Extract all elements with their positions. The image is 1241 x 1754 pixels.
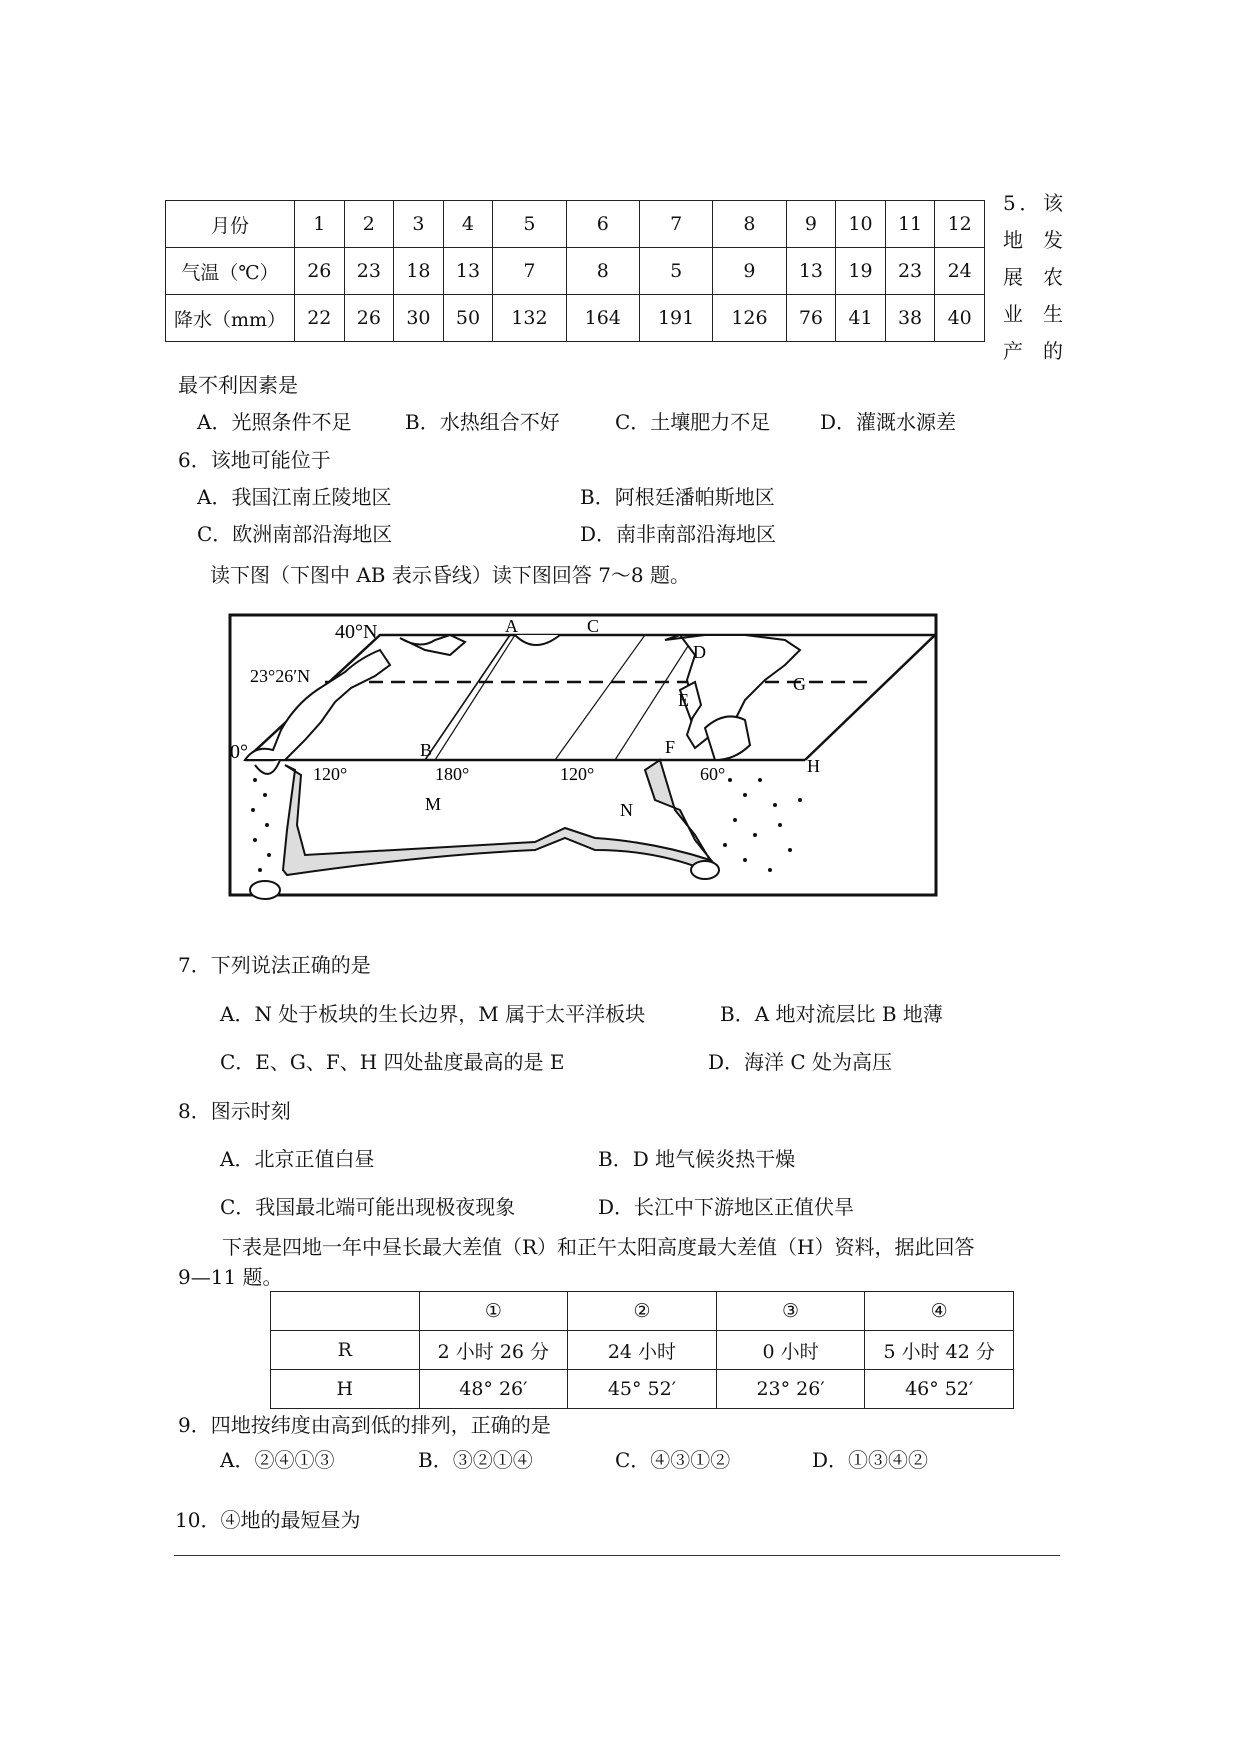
table-cell: 13	[443, 248, 493, 295]
table-cell: 0 小时	[716, 1331, 865, 1370]
table-row	[271, 1292, 1014, 1331]
table-cell: 191	[639, 295, 712, 342]
table-cell: 23	[885, 248, 935, 295]
table-cell: 9	[786, 201, 836, 248]
label-a: A	[505, 616, 518, 636]
table-cell: 月份	[166, 201, 295, 248]
label-n: N	[620, 800, 633, 820]
table-cell: 22	[295, 295, 345, 342]
table-cell: 18	[394, 248, 444, 295]
table-cell: 13	[786, 248, 836, 295]
label-c: C	[587, 616, 600, 636]
label-120-right: 120°	[560, 764, 595, 784]
question-5-option-c: C．土壤肥力不足	[615, 410, 771, 434]
table-cell: 19	[836, 248, 886, 295]
question-7-stem: 7．下列说法正确的是	[178, 953, 371, 977]
table-cell: 6	[566, 201, 639, 248]
table-cell	[271, 1292, 420, 1331]
table-cell: ①	[419, 1292, 568, 1331]
table-cell: 76	[786, 295, 836, 342]
question-5-option-a: A．光照条件不足	[197, 410, 352, 434]
table-cell: 48° 26′	[419, 1370, 568, 1409]
table-cell: 2 小时 26 分	[419, 1331, 568, 1370]
question-9-option-c: C．④③①②	[615, 1448, 731, 1472]
question-10-stem: 10．④地的最短昼为	[175, 1508, 361, 1532]
label-h: H	[807, 756, 820, 776]
label-40n: 40°N	[335, 621, 378, 643]
table-cell: 164	[566, 295, 639, 342]
table-cell: 50	[443, 295, 493, 342]
question-5-option-b: B．水热组合不好	[405, 410, 560, 434]
label-23n: 23°26′N	[250, 666, 311, 686]
label-d: D	[693, 642, 706, 662]
label-m: M	[425, 794, 442, 814]
table-cell: 40	[935, 295, 985, 342]
question-5-stem: 最不利因素是	[178, 373, 298, 397]
table-cell: 8	[566, 248, 639, 295]
table-cell: 7	[493, 248, 566, 295]
table-cell: 气温（℃）	[166, 248, 295, 295]
table-row	[166, 295, 985, 342]
footer-rule	[174, 1555, 1060, 1556]
question-8-stem: 8．图示时刻	[178, 1099, 291, 1123]
table-cell: 5	[493, 201, 566, 248]
question-8-option-c: C．我国最北端可能出现极夜现象	[220, 1195, 516, 1219]
label-f: F	[665, 737, 676, 757]
table-row	[271, 1370, 1014, 1409]
table-cell: 4	[443, 201, 493, 248]
label-120-left: 120°	[313, 764, 348, 784]
question-7-option-a: A．N 处于板块的生长边界，M 属于太平洋板块	[220, 1002, 646, 1026]
question-6-option-d: D．南非南部沿海地区	[580, 522, 777, 546]
table-cell: 132	[493, 295, 566, 342]
table-cell: 26	[344, 295, 394, 342]
table-cell: ④	[865, 1292, 1014, 1331]
table-cell: R	[271, 1331, 420, 1370]
text-line: 地 发	[1003, 228, 1063, 252]
table-row	[166, 201, 985, 248]
label-60: 60°	[700, 764, 726, 784]
table-intro-line2: 9—11 题。	[178, 1265, 283, 1289]
table-cell: 5 小时 42 分	[865, 1331, 1014, 1370]
question-9-option-a: A．②④①③	[220, 1448, 335, 1472]
table-intro-line1: 下表是四地一年中昼长最大差值（R）和正午太阳高度最大差值（H）资料，据此回答	[222, 1235, 975, 1259]
question-8-option-b: B．D 地气候炎热干燥	[598, 1147, 796, 1171]
climate-table	[165, 200, 985, 342]
question-6-option-a: A．我国江南丘陵地区	[197, 485, 392, 509]
question-7-option-d: D．海洋 C 处为高压	[708, 1050, 893, 1074]
table-cell: 1	[295, 201, 345, 248]
table-cell: 3	[394, 201, 444, 248]
table-cell: 7	[639, 201, 712, 248]
table-cell: 30	[394, 295, 444, 342]
question-9-stem: 9．四地按纬度由高到低的排列，正确的是	[178, 1413, 551, 1437]
table-cell: 5	[639, 248, 712, 295]
table-cell: ③	[716, 1292, 865, 1331]
question-5-side-text	[1003, 185, 1063, 370]
table-cell: 23	[344, 248, 394, 295]
label-0: 0°	[230, 741, 248, 763]
text-line: 展 农	[1003, 265, 1063, 289]
table-cell: 24 小时	[568, 1331, 717, 1370]
daylength-table	[270, 1291, 1014, 1409]
label-g: G	[793, 674, 806, 694]
question-5-option-d: D．灌溉水源差	[820, 410, 957, 434]
text-line: 产 的	[1003, 339, 1063, 363]
question-9-option-d: D．①③④②	[812, 1448, 929, 1472]
world-map-diagram	[225, 610, 941, 900]
table-cell: ②	[568, 1292, 717, 1331]
table-cell: 2	[344, 201, 394, 248]
map-intro: 读下图（下图中 AB 表示昏线）读下图回答 7～8 题。	[210, 563, 691, 587]
table-cell: 9	[713, 248, 786, 295]
text-line: 业 生	[1003, 302, 1063, 326]
table-cell: H	[271, 1370, 420, 1409]
table-cell: 23° 26′	[716, 1370, 865, 1409]
question-8-option-d: D．长江中下游地区正值伏旱	[598, 1195, 855, 1219]
question-6-option-c: C．欧洲南部沿海地区	[197, 522, 393, 546]
question-7-option-c: C．E、G、F、H 四处盐度最高的是 E	[220, 1050, 565, 1074]
table-cell: 11	[885, 201, 935, 248]
question-9-option-b: B．③②①④	[418, 1448, 533, 1472]
table-cell: 24	[935, 248, 985, 295]
text-line: 5．该	[1003, 191, 1063, 215]
table-cell: 降水（mm）	[166, 295, 295, 342]
label-e: E	[678, 690, 689, 710]
label-b: B	[420, 740, 433, 760]
island-left	[250, 881, 280, 899]
table-cell: 8	[713, 201, 786, 248]
question-6-stem: 6．该地可能位于	[178, 448, 331, 472]
table-row	[166, 248, 985, 295]
question-8-option-a: A．北京正值白昼	[220, 1147, 375, 1171]
question-6-option-b: B．阿根廷潘帕斯地区	[580, 485, 775, 509]
table-cell: 10	[836, 201, 886, 248]
label-180: 180°	[435, 764, 470, 784]
island-right	[691, 861, 719, 879]
table-row	[271, 1331, 1014, 1370]
table-cell: 126	[713, 295, 786, 342]
table-cell: 45° 52′	[568, 1370, 717, 1409]
table-cell: 46° 52′	[865, 1370, 1014, 1409]
table-cell: 26	[295, 248, 345, 295]
table-cell: 41	[836, 295, 886, 342]
table-cell: 12	[935, 201, 985, 248]
question-7-option-b: B．A 地对流层比 B 地薄	[720, 1002, 943, 1026]
table-cell: 38	[885, 295, 935, 342]
